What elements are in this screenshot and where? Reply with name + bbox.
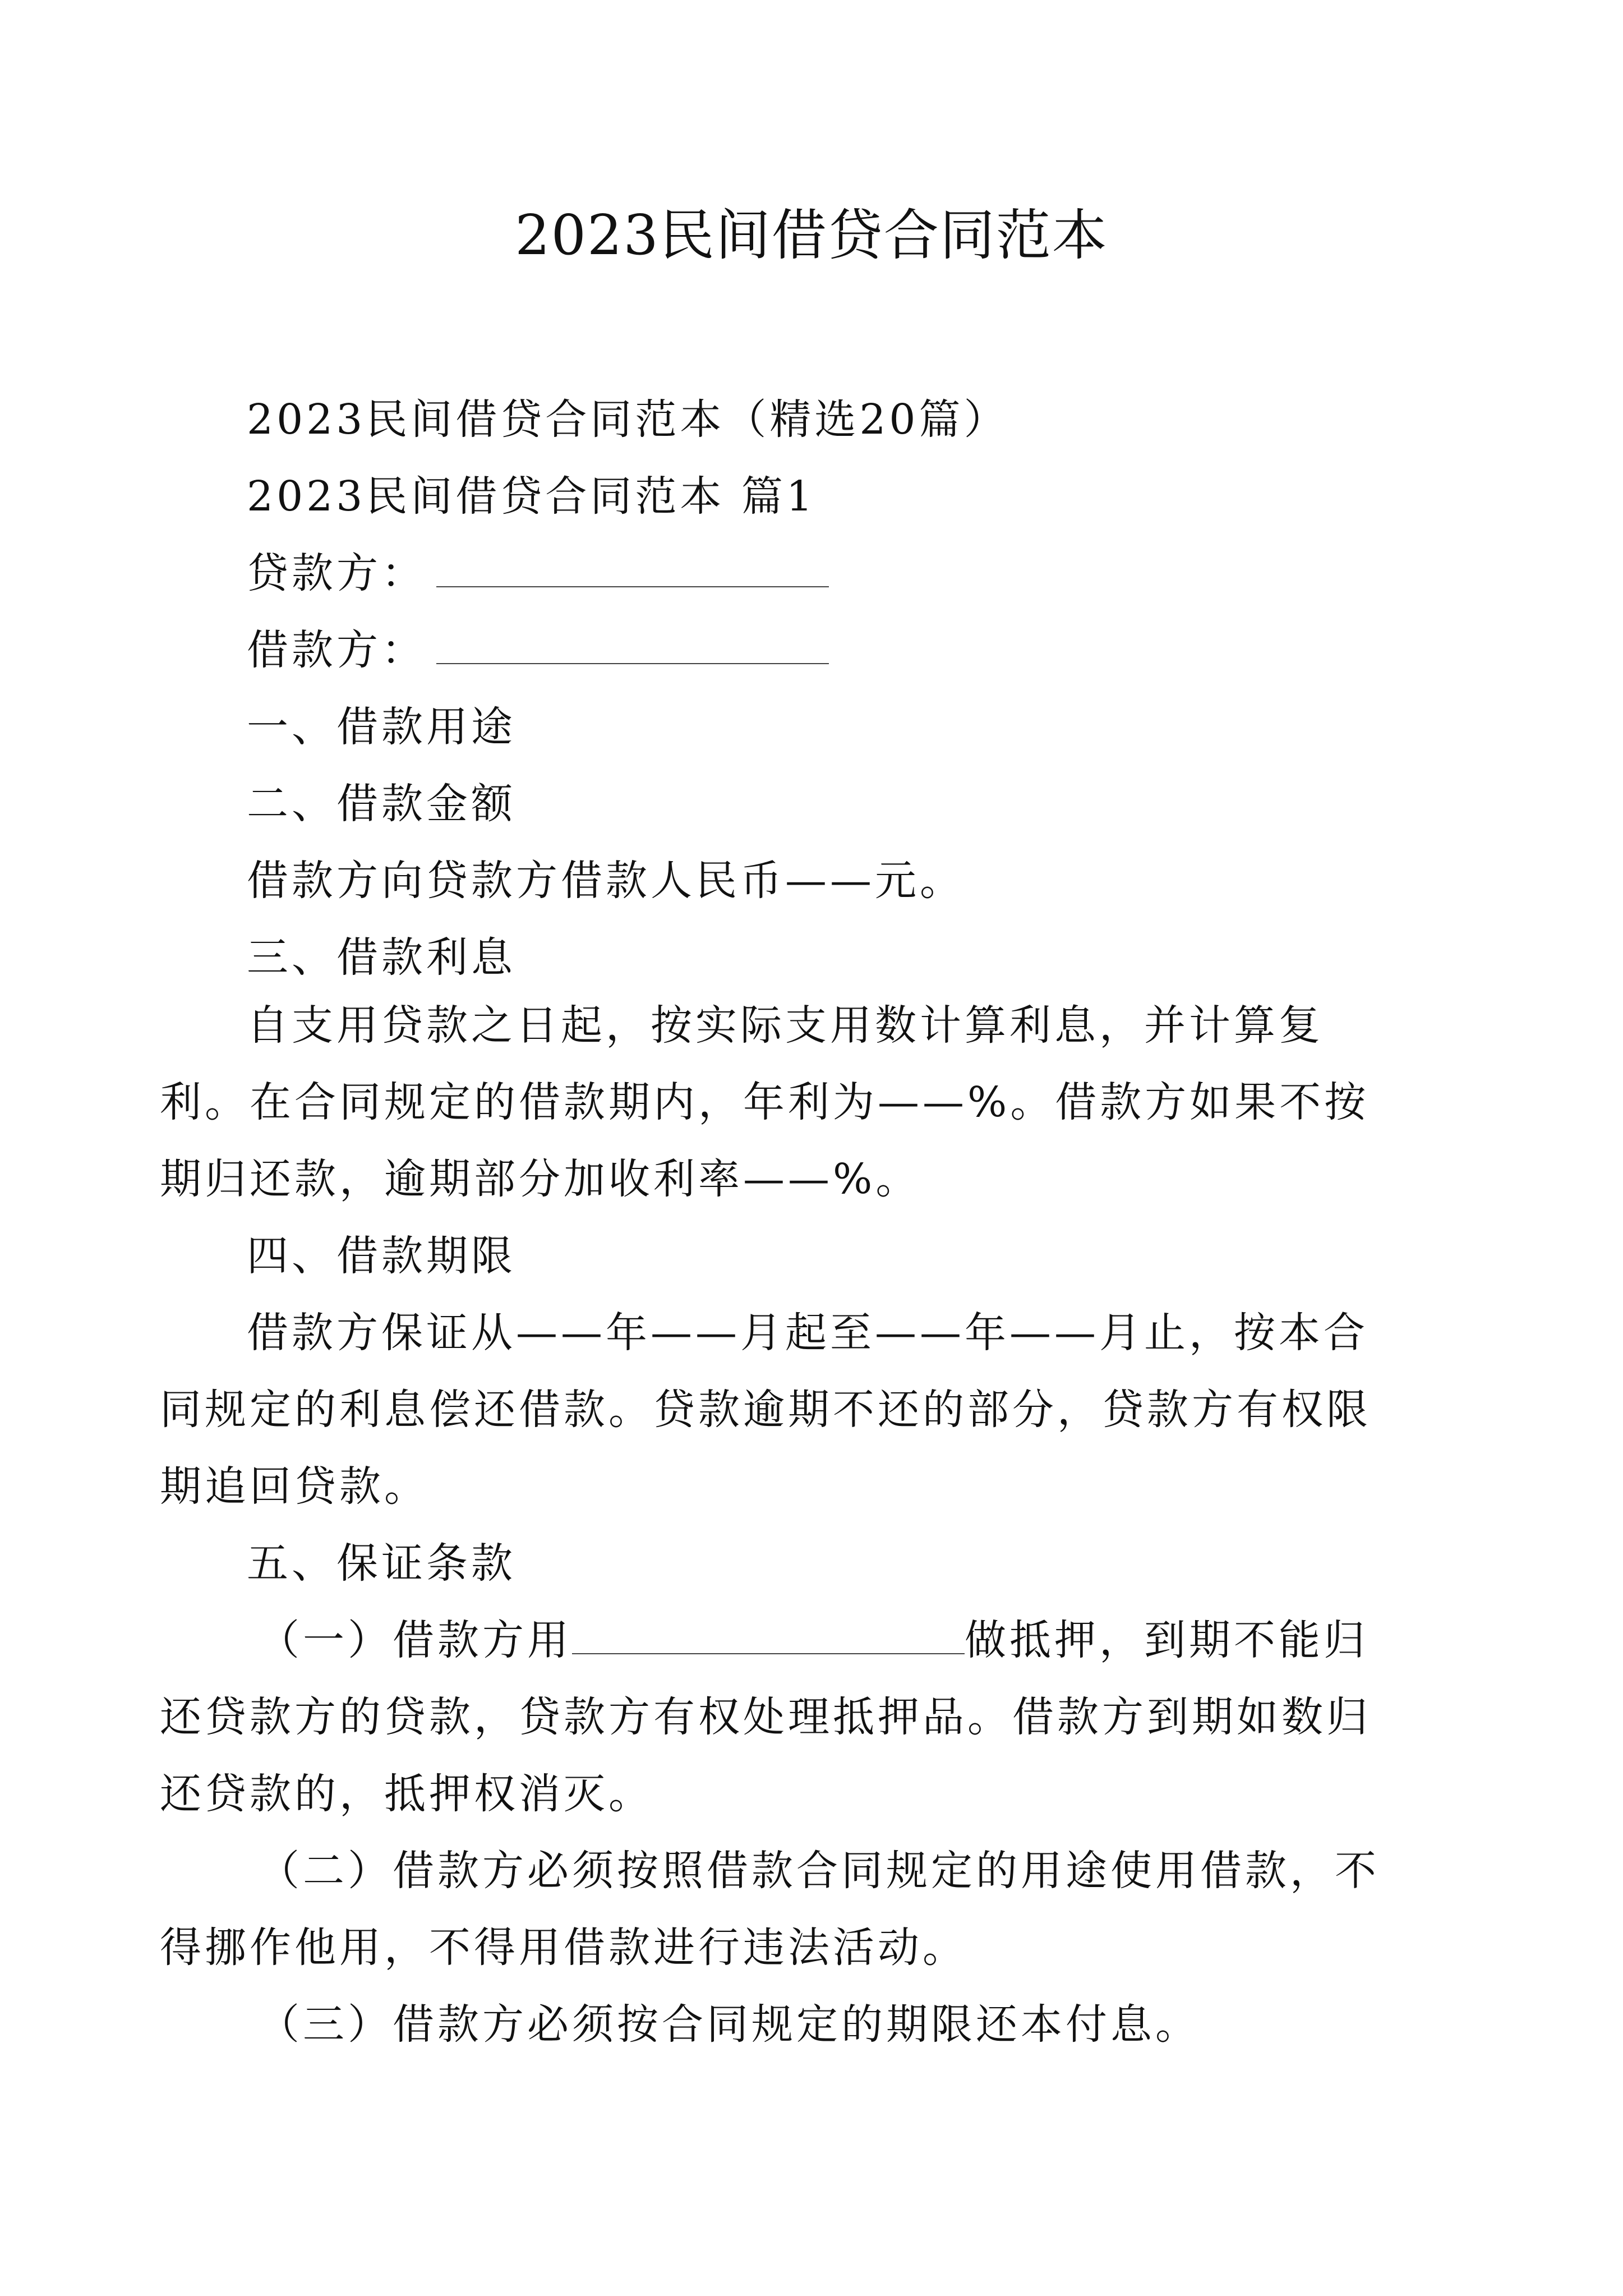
document-subtitle: 2023民间借贷合同范本（精选20篇） — [247, 395, 1009, 444]
lender-label: 贷款方： — [247, 549, 426, 597]
clause1-heading: 一、借款用途 — [247, 703, 516, 751]
lender-blank-field — [436, 553, 829, 587]
section-heading: 2023民间借贷合同范本 篇1 — [247, 472, 816, 521]
clause4-text: 借款方保证从——年——月起至——年——月止，按本合同规定的利息偿还借款。贷款逾期不还的部分，贷款方有权限期追回贷款。 — [160, 1309, 1371, 1511]
borrower-line — [247, 612, 1385, 689]
clause2-text: 借款方向贷款方借款人民币——元。 — [247, 857, 965, 905]
clause5-item2: （二）借款方必须按照借款合同规定的用途使用借款，不得挪作他用，不得用借款进行违法活动。 — [160, 1847, 1380, 1972]
clause3-heading: 三、借款利息 — [247, 933, 516, 982]
lender-line — [247, 535, 1385, 612]
document-body — [247, 381, 1385, 996]
collateral-blank-field — [572, 1619, 965, 1654]
clause5-item1-suffix: 做抵押，到期不能归还贷款方的贷款，贷款方有权处理抵押品。借款方到期如数归还贷款的，抵押权消灭。 — [160, 1616, 1371, 1818]
clause2-heading: 二、借款金额 — [247, 780, 516, 828]
clause5-item1-prefix: （一）借款方用 — [258, 1616, 572, 1664]
borrower-blank-field — [436, 629, 829, 664]
clause4-heading: 四、借款期限 — [247, 1232, 516, 1280]
clause5-heading: 五、保证条款 — [247, 1539, 516, 1588]
clause5-item1 — [160, 1602, 1408, 1833]
document-title: 2023民间借贷合同范本 — [515, 204, 1108, 268]
clause3-text: 自支用贷款之日起，按实际支用数计算利息，并计算复利。在合同规定的借款期内，年利为——%。借款方如果不按期归还款，逾期部分加收利率——%。 — [160, 1001, 1370, 1203]
clause5-item3: （三）借款方必须按合同规定的期限还本付息。 — [258, 2000, 1200, 2049]
borrower-label: 借款方： — [247, 626, 426, 674]
